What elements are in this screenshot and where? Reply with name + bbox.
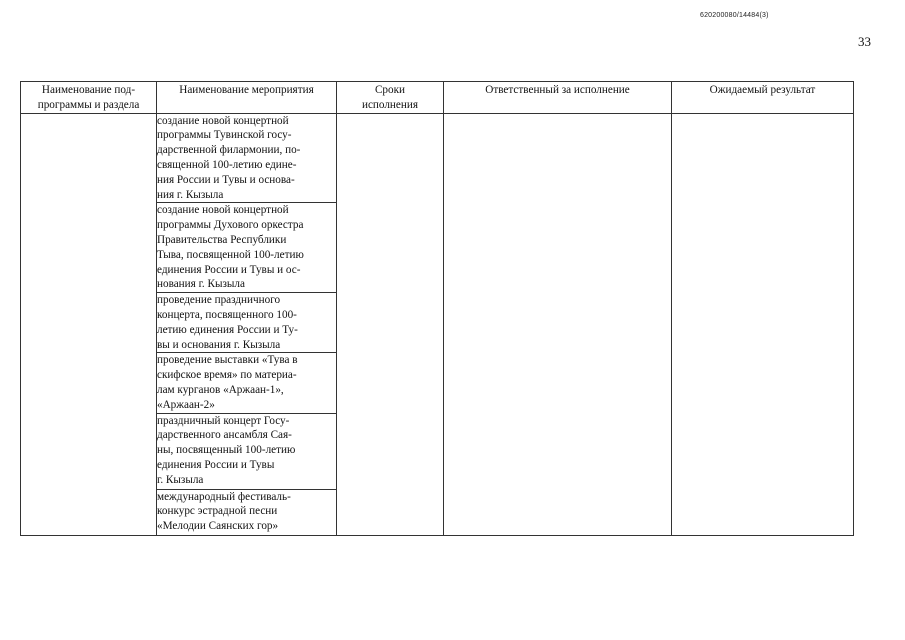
- event-cell: международный фестиваль- конкурс эстрадной песни «Мелодии Саянских гор»: [157, 489, 337, 535]
- event-cell: создание новой концертной программы Духового оркестра Правительства Республики Тыва, посвященной 100-летию единения России и Тувы и ос- нования г. Кызыла: [157, 203, 337, 293]
- table-header-row: [21, 82, 854, 114]
- page-number: 33: [858, 34, 871, 49]
- expected-result-cell: [672, 113, 854, 535]
- event-cell: проведение выставки «Тува в скифское время» по материа- лам курганов «Аржаан-1», «Аржаан-2»: [157, 353, 337, 413]
- event-cell: создание новой концертной программы Тувинской госу- дарственной филармонии, по- священной 100-летию едине- ния России и Тувы и основа- ния г. Кызыла: [157, 113, 337, 203]
- deadline-cell: [337, 113, 444, 535]
- header-subprogram: Наименование под- программы и раздела: [21, 82, 157, 114]
- header-responsible: Ответственный за исполнение: [444, 82, 672, 114]
- document-id: 620200080/14484(3): [700, 12, 769, 19]
- subprogram-cell: [21, 113, 157, 535]
- header-deadline: Сроки исполнения: [337, 82, 444, 114]
- header-event: Наименование мероприятия: [157, 82, 337, 114]
- responsible-cell: [444, 113, 672, 535]
- program-table: [20, 81, 854, 536]
- event-cell: праздничный концерт Госу- дарственного ансамбля Сая- ны, посвященный 100-летию единения России и Тувы г. Кызыла: [157, 413, 337, 489]
- header-expected-result: Ожидаемый результат: [672, 82, 854, 114]
- table-row: [21, 113, 854, 203]
- event-cell: проведение праздничного концерта, посвященного 100- летию единения России и Ту- вы и основания г. Кызыла: [157, 293, 337, 353]
